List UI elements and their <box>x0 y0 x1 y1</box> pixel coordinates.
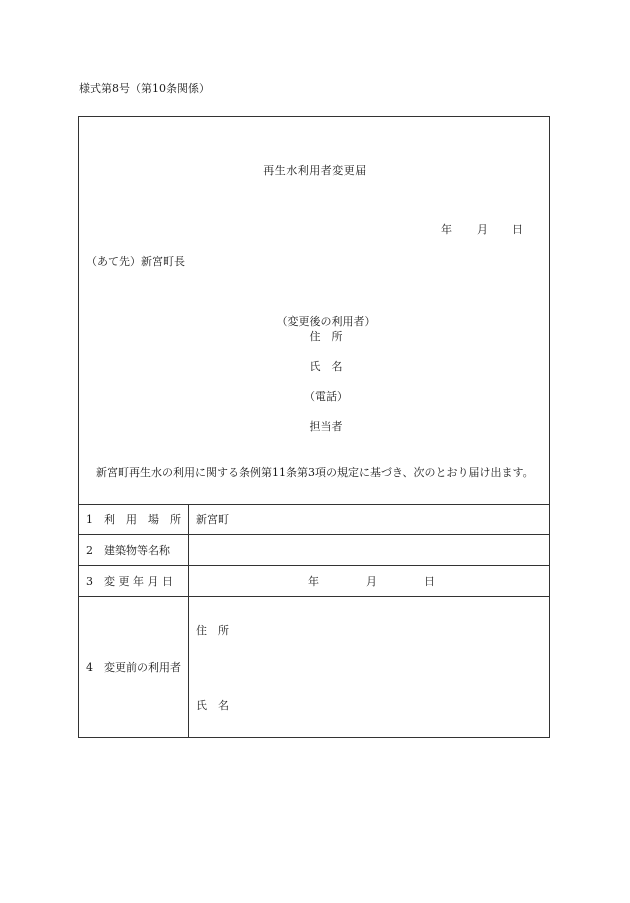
row-label-previous-user: 4 変更前の利用者 <box>86 661 181 674</box>
date-day-label: 日 <box>512 223 523 236</box>
applicant-heading: （変更後の利用者） <box>276 315 376 328</box>
statement-text: 新宮町再生水の利用に関する条例第11条第3項の規定に基づき、次のとおり届け出ます。 <box>96 466 534 479</box>
change-date-month-label: 月 <box>366 575 377 588</box>
table-row-divider <box>78 596 550 597</box>
applicant-name-label: 氏 名 <box>309 360 343 373</box>
addressee: （あて先）新宮町長 <box>86 255 185 268</box>
row-label-usage-location: 1 利 用 場 所 <box>86 513 181 526</box>
previous-user-name-label: 氏 名 <box>196 699 229 712</box>
table-column-divider <box>188 504 189 738</box>
date-month-label: 月 <box>477 223 488 236</box>
change-date-day-label: 日 <box>424 575 435 588</box>
change-date-year-label: 年 <box>308 575 319 588</box>
table-row-divider <box>78 534 550 535</box>
document-title: 再生水利用者変更届 <box>263 164 367 177</box>
form-number: 様式第8号（第10条関係） <box>79 82 210 95</box>
applicant-phone-label: （電話） <box>304 390 348 403</box>
previous-user-address-label: 住 所 <box>196 624 229 637</box>
row-value-usage-location: 新宮町 <box>196 513 229 526</box>
applicant-contact-label: 担当者 <box>309 420 343 433</box>
row-label-change-date: 3 変 更 年 月 日 <box>86 575 173 588</box>
table-row-divider <box>78 565 550 566</box>
row-label-building-name: 2 建築物等名称 <box>86 544 170 557</box>
date-year-label: 年 <box>441 223 452 236</box>
table-top-border <box>78 504 550 505</box>
applicant-address-label: 住 所 <box>309 330 343 343</box>
